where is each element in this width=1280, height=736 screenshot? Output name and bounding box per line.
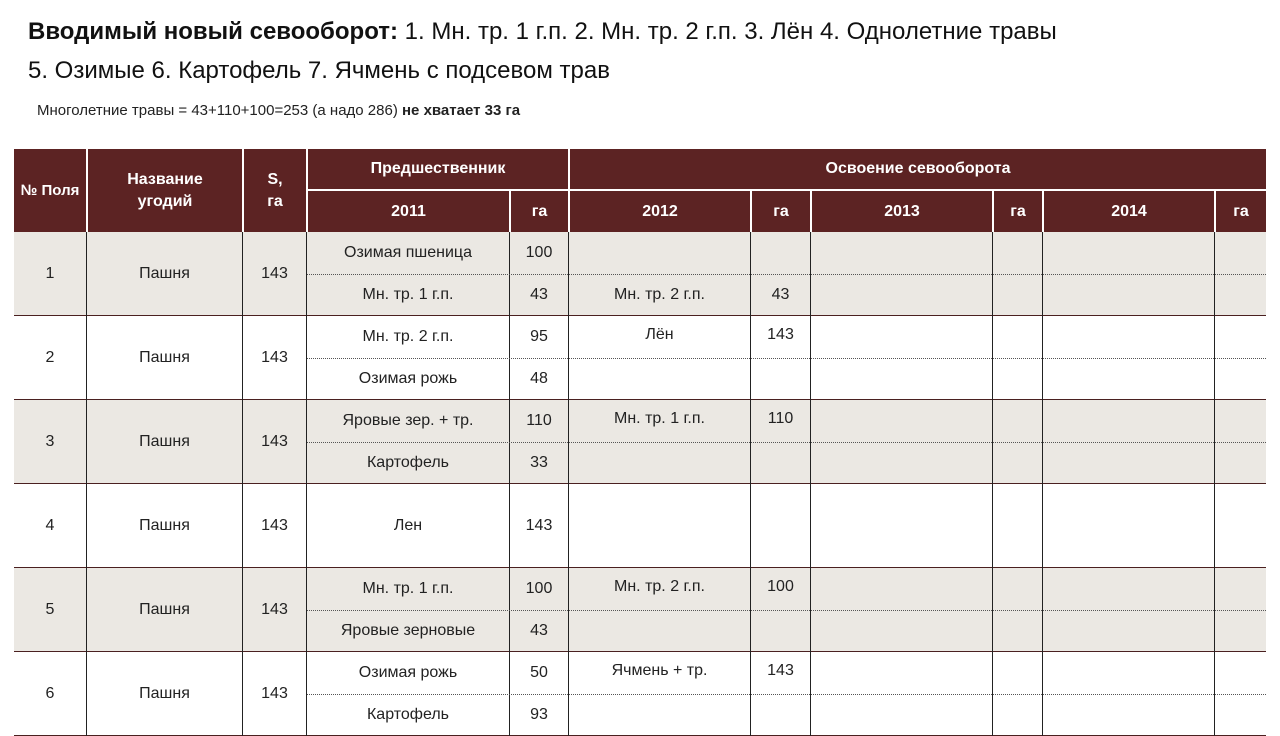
year-2012-ha: 110: [767, 410, 794, 427]
predecessor-crop: Озимая рожь: [358, 370, 458, 387]
perennial-grass-note: [37, 102, 520, 119]
field-area: 143: [261, 265, 288, 282]
slide-title: [28, 12, 1268, 90]
header-year-2014: 2014: [1044, 191, 1214, 232]
title-line-2: 5. Озимые 6. Картофель 7. Ячмень с подсевом трав: [28, 57, 610, 84]
table-row: [14, 232, 1266, 316]
predecessor-ha: 110: [526, 412, 552, 429]
header-land-name: Название угодий: [88, 149, 242, 232]
row-divider: [307, 442, 1266, 443]
header-ha-2013: га: [994, 191, 1042, 232]
predecessor-crop: Яровые зер. + тр.: [342, 412, 474, 429]
title-rotation-part1: 1. Мн. тр. 1 г.п. 2. Мн. тр. 2 г.п. 3. Лён 4. Однолетние травы: [398, 18, 1057, 45]
predecessor-ha: 50: [530, 664, 548, 681]
predecessor-crop: Картофель: [366, 706, 449, 723]
year-2012-ha: 143: [767, 326, 794, 343]
grid-line: [568, 484, 569, 568]
header-separator: [992, 191, 994, 232]
predecessor-crop: Мн. тр. 1 г.п.: [362, 286, 454, 303]
grid-line: [1042, 484, 1043, 568]
land-name: Пашня: [139, 349, 190, 366]
field-number: 5: [45, 601, 55, 618]
header-year-2013: 2013: [812, 191, 992, 232]
grid-line: [992, 484, 993, 568]
table-row: [14, 568, 1266, 652]
header-ha-2011: га: [511, 191, 568, 232]
year-2012-crop: Ячмень + тр.: [611, 662, 708, 679]
field-number: 2: [45, 349, 55, 366]
land-name: Пашня: [139, 433, 190, 450]
predecessor-crop: Яровые зерновые: [340, 622, 476, 639]
field-number: 6: [45, 685, 55, 702]
field-number: 1: [45, 265, 55, 282]
header-separator: [1214, 191, 1216, 232]
land-name: Пашня: [139, 265, 190, 282]
year-2012-ha: 100: [767, 578, 794, 595]
grid-line: [750, 484, 751, 568]
row-divider: [307, 694, 1266, 695]
table-row: [14, 652, 1266, 736]
land-name: Пашня: [139, 685, 190, 702]
table-row: [14, 316, 1266, 400]
year-2012-crop: Мн. тр. 2 г.п.: [614, 578, 705, 595]
header-separator: [86, 149, 88, 232]
predecessor-crop: Лен: [393, 517, 423, 534]
year-2012-crop: Мн. тр. 1 г.п.: [614, 410, 705, 427]
year-2012-ha: 43: [771, 286, 790, 303]
header-field-number: № Поля: [14, 149, 86, 232]
predecessor-ha: 33: [530, 454, 548, 471]
header-rotation-development: Освоение севооборота: [570, 149, 1266, 189]
field-area: 143: [261, 685, 288, 702]
header-year-2012: 2012: [570, 191, 750, 232]
header-ha-2014: га: [1216, 191, 1266, 232]
note-text: Многолетние травы = 43+110+100=253 (а надо 286): [37, 102, 402, 119]
predecessor-ha: 95: [530, 328, 548, 345]
header-separator: [308, 189, 1266, 191]
field-number: 4: [45, 517, 55, 534]
table-row: [14, 484, 1266, 568]
grid-line: [810, 484, 811, 568]
header-separator: [568, 149, 570, 232]
grid-line: [1214, 484, 1215, 568]
predecessor-crop: Мн. тр. 2 г.п.: [362, 328, 454, 345]
predecessor-crop: Картофель: [366, 454, 449, 471]
table-row: [14, 400, 1266, 484]
header-separator: [810, 191, 812, 232]
header-separator: [1042, 191, 1044, 232]
title-line-1: [28, 12, 1268, 51]
row-divider: [307, 610, 1266, 611]
note-shortage: не хватает 33 га: [402, 102, 521, 119]
predecessor-ha: 48: [530, 370, 548, 387]
land-name: Пашня: [139, 601, 190, 618]
header-area: S, га: [244, 149, 306, 232]
field-area: 143: [261, 433, 288, 450]
row-divider: [307, 358, 1266, 359]
predecessor-crop: Озимая пшеница: [344, 244, 472, 261]
predecessor-ha: 143: [525, 517, 553, 534]
year-2012-ha: 143: [767, 662, 794, 679]
header-separator: [509, 191, 511, 232]
predecessor-ha: 100: [525, 580, 553, 597]
year-2012-crop: Мн. тр. 2 г.п.: [614, 286, 705, 303]
row-divider: [307, 274, 1266, 275]
predecessor-ha: 100: [525, 244, 553, 261]
year-2012-crop: Лён: [645, 326, 674, 343]
field-area: 143: [261, 601, 288, 618]
title-bold: Вводимый новый севооборот:: [28, 18, 399, 45]
header-year-2011: 2011: [308, 191, 509, 232]
land-name: Пашня: [139, 517, 190, 534]
header-separator: [750, 191, 752, 232]
field-number: 3: [45, 433, 55, 450]
predecessor-ha: 93: [530, 706, 548, 723]
predecessor-ha: 43: [530, 622, 548, 639]
predecessor-crop: Озимая рожь: [358, 664, 458, 681]
field-area: 143: [261, 349, 288, 366]
header-separator: [242, 149, 244, 232]
predecessor-ha: 43: [530, 286, 548, 303]
header-separator: [306, 149, 308, 232]
header-ha-2012: га: [752, 191, 810, 232]
field-area: 143: [261, 517, 288, 534]
header-predecessor: Предшественник: [308, 149, 568, 189]
predecessor-crop: Мн. тр. 1 г.п.: [362, 580, 454, 597]
